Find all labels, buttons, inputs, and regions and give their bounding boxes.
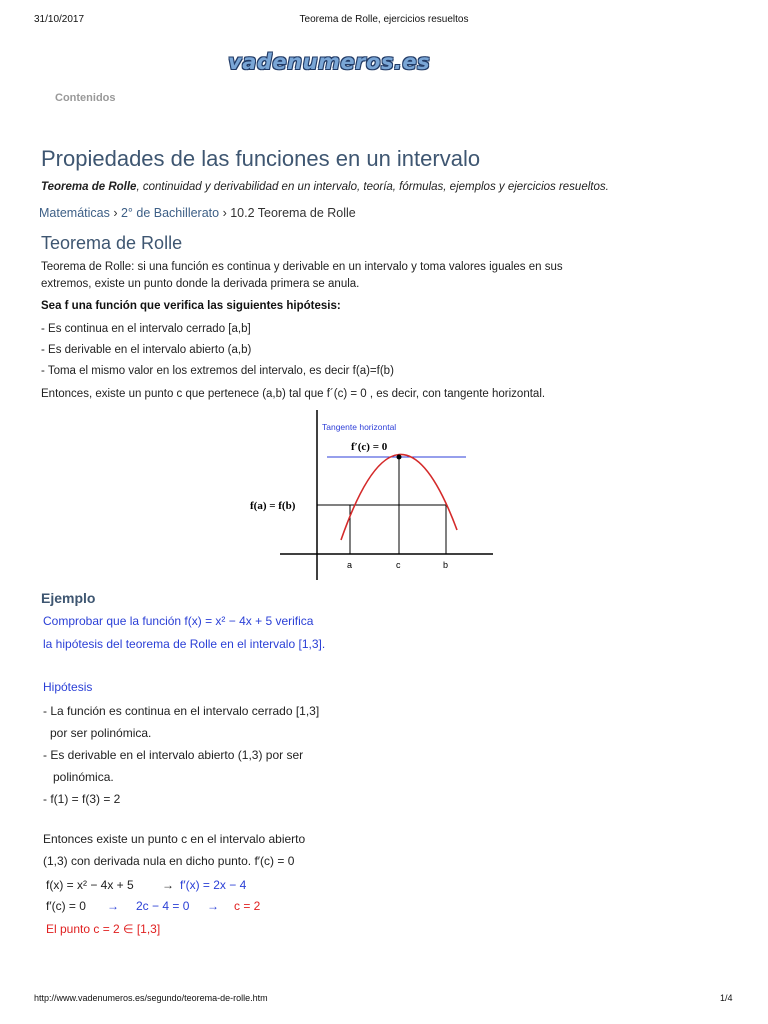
page-subtitle (41, 181, 609, 193)
example-heading: Ejemplo (41, 590, 96, 606)
derivative-label: f′(c) = 0 (351, 441, 388, 453)
example-hyp-3: - f(1) = f(3) = 2 (43, 792, 121, 806)
breadcrumb-current: 10.2 Teorema de Rolle (230, 206, 356, 220)
max-point (397, 455, 402, 460)
breadcrumb-separator: › (219, 206, 231, 220)
intro-line-2: extremos, existe un punto donde la derivada primera se anula. (41, 278, 360, 290)
hypothesis-heading: Sea f una función que verifica las siguientes hipótesis: (41, 300, 341, 312)
derivation-1-arrow: → (162, 878, 174, 892)
hypothesis-1: - Es continua en el intervalo cerrado [a,b] (41, 323, 251, 335)
then-line-1: Entonces existe un punto c en el intervalo abierto (43, 832, 306, 846)
example-statement-1: Comprobar que la función f(x) = x² − 4x + 5 verifica (43, 614, 314, 628)
hypothesis-title: Hipótesis (43, 680, 93, 694)
example-hyp-2b: polinómica. (53, 770, 114, 784)
rolle-figure (240, 408, 510, 588)
tick-c: c (396, 560, 401, 570)
print-date: 31/10/2017 (34, 14, 85, 25)
derivation-2-arrow-1: → (107, 899, 119, 913)
conclusion: Entonces, existe un punto c que pertenece (a,b) tal que f´(c) = 0 , es decir, con tangente horizontal. (41, 388, 546, 400)
intro-line-1: Teorema de Rolle: si una función es continua y derivable en un intervalo y toma valores iguales en sus (41, 261, 563, 273)
derivation-1-right: f′(x) = 2x − 4 (180, 878, 247, 892)
footer-page: 1/4 (720, 993, 733, 1003)
section-heading: Teorema de Rolle (41, 233, 183, 253)
footer-url: http://www.vadenumeros.es/segundo/teorema-de-rolle.htm (34, 993, 268, 1003)
tangent-label: Tangente horizontal (322, 422, 397, 432)
breadcrumb-matematicas[interactable]: Matemáticas (39, 206, 110, 220)
equal-label: f(a) = f(b) (250, 500, 296, 512)
derivation-2-mid: 2c − 4 = 0 (136, 899, 190, 913)
site-logo[interactable]: vadenumeros.es (228, 50, 431, 74)
breadcrumb (39, 206, 356, 220)
page-title: Propiedades de las funciones en un intervalo (41, 146, 481, 171)
contenidos-link[interactable]: Contenidos (55, 92, 116, 104)
tick-a: a (347, 560, 353, 570)
breadcrumb-bachillerato[interactable]: 2° de Bachillerato (120, 206, 220, 220)
derivation-2-arrow-2: → (207, 899, 219, 913)
derivation-2-left: f′(c) = 0 (46, 899, 86, 913)
result-line: El punto c = 2 ∈ [1,3] (46, 922, 161, 936)
then-line-2: (1,3) con derivada nula en dicho punto. f′(c) = 0 (43, 854, 295, 868)
hypothesis-3: - Toma el mismo valor en los extremos del intervalo, es decir f(a)=f(b) (41, 365, 394, 377)
example-hyp-1a: - La función es continua en el intervalo cerrado [1,3] (43, 704, 320, 718)
print-title: Teorema de Rolle, ejercicios resueltos (299, 14, 469, 25)
subtitle-text: , continuidad y derivabilidad en un intervalo, teoría, fórmulas, ejemplos y ejercicios resueltos. (136, 181, 609, 193)
tick-b: b (443, 560, 449, 570)
hypothesis-2: - Es derivable en el intervalo abierto (a,b) (41, 344, 252, 356)
example-hyp-1b: por ser polinómica. (50, 726, 152, 740)
subtitle-bold: Teorema de Rolle (41, 181, 137, 193)
example-hyp-2a: - Es derivable en el intervalo abierto (1,3) por ser (43, 748, 304, 762)
derivation-2-right: c = 2 (234, 899, 261, 913)
example-statement-2: la hipótesis del teorema de Rolle en el intervalo [1,3]. (43, 637, 326, 651)
breadcrumb-separator: › (109, 206, 121, 220)
derivation-1-left: f(x) = x² − 4x + 5 (46, 878, 134, 892)
